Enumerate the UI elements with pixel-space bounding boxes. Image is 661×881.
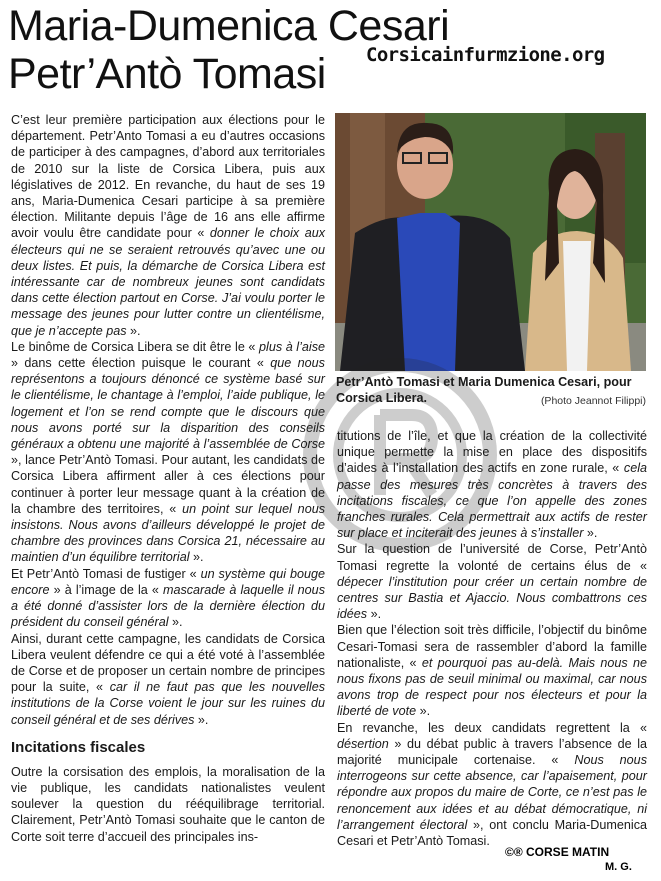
paragraph-institutions: titutions de l’île, et que la création de la collectivité unique permette la mise en place des dispositifs d’aides à l’installation des actifs en zone rurale, « cela passe des mesures très concrètes à travers des incitations fiscales, ce que l’on appelle des zones franches rurales. Cela permettrait aux actifs de rester sur place et inciterait des jeunes à s’installer ».	[337, 429, 647, 541]
paragraph-desertion: En revanche, les deux candidats regrettent la « désertion » du débat public à travers l’absence de la majorité municipale cortenaise. « Nous nous interrogeons sur cette absence, car l’apaisement, pour répondre aux propos du maire de Corte, ce n’est pas le renoncement aux idées et au débat démocratique, ni l’arrangement électoral », ont conclu Maria-Dumenica Cesari et Petr’Antò Tomasi.	[337, 720, 647, 849]
copyright-notice: ©® CORSE MATIN	[505, 845, 610, 859]
left-column	[11, 112, 325, 845]
paragraph-universite: Sur la question de l’université de Corse, Petr’Antò Tomasi regrette la volonté de certains élus de « dépecer l’institution pour créer un certain nombre de centres sur Bastia et Ajaccio. Nous combattrons ces idées ».	[337, 542, 647, 622]
paragraph-fustiger: Et Petr’Antò Tomasi de fustiger « un système qui bouge encore » à l’image de la « mascarade à laquelle il nous a été donné d’assister lors de la dernière élection du président du conseil général ».	[11, 566, 325, 630]
paragraph-binome: Le binôme de Corsica Libera se dit être le « plus à l’aise » dans cette élection puisque le courant « que nous représentons a toujours dénoncé ce système basé sur le clientélisme, le chantage à l’emploi, l’aide publique, le logement et l’on se rend compte que le discours que nous avons porté sur la disparition des conseils généraux a obtenu une majorité à l’assemblée de Corse », lance Petr’Antò Tomasi. Pour autant, les candidats de Corsica Libera affirment aller à ces élections pour continuer à porter leur message quant à la création de la chambre des territoires, « un point sur lequel nous insistons. Nous avons d’ailleurs développé le projet de chambre des provinces dans Corsica 21, nécessaire au maintien d’un équilibre territorial ».	[11, 339, 325, 565]
right-column	[337, 428, 647, 849]
paragraph-campagne: Ainsi, durant cette campagne, les candidats de Corsica Libera veulent défendre ce qui a été voté à l’assemblée de Corse et de proposer un certain nombre de principes pour la suite, « car il ne faut pas que les nouvelles institutions de la Corse voient le jour sur les ruines du conseil général et de ses dérives ».	[11, 631, 325, 727]
site-watermark: Corsicainfurmzione.org	[366, 44, 605, 66]
paragraph-intro: C’est leur première participation aux élections pour le département. Petr’Anto Tomasi a eu d’autres occasions de participer à des campagnes, d’abord aux territoriales de 2010 sur la liste de Corsica Libera, puis aux législatives de 2012. En revanche, du haut de ses 19 ans, Maria-Dumenica Cesari participe à sa première élection. Militante depuis l’âge de 16 ans elle affirme avoir voulu être candidate pour « donner le choix aux électeurs qui ne se seraient retrouvés qu’avec une ou deux listes. Et puis, la démarche de Corsica Libera est intéressante car de nombreux jeunes sont candidats dans cette élection partout en Corse. J’ai voulu porter le message des jeunes pour lutter contre un clientélisme, que je n’accepte pas ».	[11, 113, 325, 338]
photo-credit: (Photo Jeannot Filippi)	[540, 395, 646, 407]
paragraph-corsisation: Outre la corsisation des emplois, la moralisation de la vie publique, les candidats nationalistes veulent soulever la question du rééquilibrage territorial. Clairement, Petr’Antò Tomasi souhaite que le canton de Corte soit terre d’accueil des principales ins-	[11, 764, 325, 844]
headline-line-2: Petr’Antò Tomasi	[8, 50, 326, 98]
candidates-photo	[335, 113, 646, 371]
author-signature: M. G.	[605, 861, 632, 873]
subheading: Incitations fiscales	[11, 738, 146, 756]
headline-line-1: Maria-Dumenica Cesari	[8, 2, 450, 50]
candidates-photo-illustration	[335, 113, 646, 371]
paragraph-objectif: Bien que l’élection soit très difficile, l’objectif du binôme Cesari-Tomasi sera de rassembler d’abord la famille nationaliste, « et pourquoi pas au-delà. Mais nous ne nous fixons pas de seuil minimal ou maximal, car nous avons trop de respect pour nos électeurs et pour la liberté de vote ».	[337, 623, 647, 719]
caption-text: Petr’Antò Tomasi et Maria Dumenica Cesari, pour Corsica Libera.	[336, 375, 632, 405]
